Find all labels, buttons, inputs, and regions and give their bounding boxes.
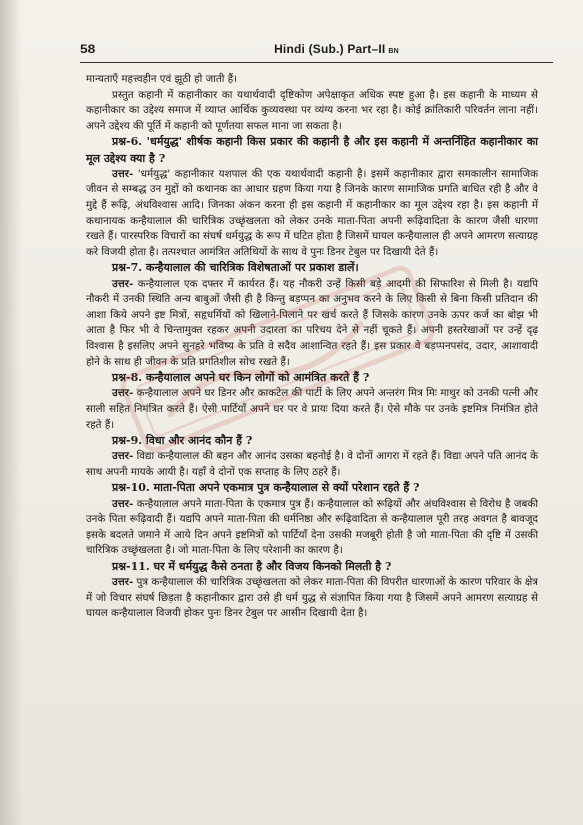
- scan-shadow: [0, 0, 22, 825]
- question-heading: प्रश्न-11. घर में धर्मयुद्ध कैसे ठनता है और विजय किनको मिलती है ?: [112, 560, 392, 574]
- answer-label: उत्तर-: [112, 497, 134, 510]
- answer-label: उत्तर-: [112, 450, 134, 463]
- page-header: [80, 42, 553, 63]
- answer-paragraph: [86, 167, 538, 261]
- running-title-text: Hindi (Sub.) Part–II: [274, 42, 386, 56]
- question-heading: प्रश्न-9. विधा और आनंद कौन हैं ?: [112, 434, 253, 448]
- answer-text: पुत्र कन्हैयालाल की चारित्रिक उच्छृंखलता को लेकर माता-पिता की विपरीत धारणाओं के कारण परिवार के क्षेत्र में जो विचार संघर्ष छिड़ता है कहानीकार द्वारा उसे ही धर्म युद्ध से संज्ञापित किया गया है जिसमें अपने आमरण सत्याग्रह से घायल कन्हैयालाल विजयी होकर पुनः डिनर टेबुल पर आसीन दिखायी देता है।: [86, 576, 538, 620]
- answer-paragraph: [86, 277, 538, 371]
- answer-paragraph: [86, 386, 538, 433]
- question-heading: प्रश्न-7. कन्हैयालाल की चारित्रिक विशेषताओं पर प्रकाश डालें।: [112, 261, 359, 275]
- answer-text: 'धर्मयुद्ध' कहानीकार यशपाल की एक यथार्थवादी कहानी है। इसमें कहानीकार द्वारा समकालीन सामाजिक जीवन से सम्बद्ध उन मुद्दों को कथानक का आधार ग्रहण किया गया है जिनके कारण सामाजिक प्रगति बाधित रही है और वे मुद्दे हैं रूढ़ि, अंधविश्वास आदि। जिनका अंकन करना ही इस कहानी में कहानीकार का मूल उद्देश्य रहा है। इस कहानी में कथानायक कन्हैयालाल की चारित्रिक उच्छृंखलता को लेकर उनके माता-पिता अपनी रूढ़िवादिता के कारण जैसी धारणा रखते हैं। पारस्परिक विचारों का संघर्ष धर्मयुद्ध के रूप में घटित होता है जिसमें घायल कन्हैयालाल ही अपने आमरण सत्याग्रह करे विजयी होता है। तत्पश्चात आमंत्रित अतिथियों के साथ वे पुनः डिनर टेबुल पर दिखायी देते हैं।: [86, 167, 538, 258]
- answer-text: कन्हैयालाल एक दफ्तर में कार्यरत हैं। यह नौकरी उन्हें किसी बड़े आदमी की सिफारिश से मिली है। यद्यपि नौकरी में उनकी स्थिति अन्य बाबुओं जैसी ही है किन्तु बड़प्पन का अनुभव करने के लिए किसी से बिना किसी प्रतिदान की आशा किये अपने इष्ट मित्रों, सहृधर्मियों को खिलाने-पिलाने पर खर्च करते हैं जिसके कारण उनके ऊपर कर्ज का बोझ भी आता है फिर भी वे चिन्तामुक्त रहकर अपनी उदारता का परिचय देने से नहीं चूकते हैं। अपनी हस्तरेखाओं पर उन्हें दृढ़ विश्वास है इसलिए अपने सुनहरे भविष्य के प्रति वे सदैव आशान्वित रहते हैं। इस प्रकार वे बड़प्पनपसंद, उदार, आशावादी होने के साथ ही जीवन के प्रति प्रगतिशील सोच रखते हैं।: [86, 277, 538, 368]
- running-title-tag: BN: [388, 48, 399, 55]
- answer-paragraph: [86, 497, 538, 559]
- body-paragraph: प्रस्तुत कहानी में कहानीकार का यथार्थवादी दृष्टिकोण अपेक्षाकृत अधिक स्पष्ट हुआ है। इस कहानी के माध्यम से कहानीकार का उद्देश्य समाज में व्याप्त आर्थिक कुव्यवस्था पर व्यंग्य करना भर रहा है। कोई क्रांतिकारी परिवर्तन लाना नहीं। अपने उद्देश्य की पूर्ति में कहानी को पूर्णतया सफल माना जा सकता है।: [86, 88, 538, 132]
- body-paragraph: मान्यताएँ महत्त्वहीन एवं झूठी हो जाती हैं।: [86, 73, 238, 85]
- answer-text: कन्हैयालाल अपने माता-पिता के एकमात्र पुत्र हैं। कन्हैयालाल को रूढ़ियों और अंधविश्वास से विरोध है जबकी उनके पिता रूढ़िवादी हैं। यद्यपि अपने माता-पिता की धर्मनिष्ठा और रूढ़िवादिता से कन्हैयालाल पूरी तरह अवगत है बावजूद इसके बदलते जमाने में आये दिन अपने इष्टमित्रों को पार्टियाँ देना उसकी मजबूरी होती है जो माता-पिता की दृष्टि में उसकी चारित्रिक उच्छृंखलता है। जो माता-पिता के लिए परेशानी का कारण है।: [86, 497, 538, 557]
- question-heading: प्रश्न-6. 'धर्मयुद्ध' शीर्षक कहानी किस प्रकार की कहानी है और इस कहानी में अन्तर्निहित कहानीकार का मूल उद्देश्य क्या है ?: [86, 135, 538, 165]
- answer-text: कन्हैयालाल अपने घर डिनर और काकटेल की पार्टी के लिए अपने अन्तरंग मित्र मिः माथुर को उनकी पत्नी और साली सहित निमंत्रित करते हैं। ऐसी पार्टियाँ अपने घर पर वे प्रायः दिया करते हैं। ऐसे मौके पर उनके इष्टमित्र निमंत्रित होते रहते हैं।: [86, 387, 538, 431]
- question-heading: प्रश्न-8. कन्हैयालाल अपने घर किन लोगों को आमंत्रित करते हैं ?: [112, 371, 370, 385]
- answer-paragraph: [86, 449, 538, 480]
- page-number: 58: [80, 42, 96, 56]
- running-title: [120, 42, 553, 56]
- question-heading: प्रश्न-10. माता-पिता अपने एकमात्र पुत्र कन्हैयालाल से क्यों परेशान रहते हैं ?: [112, 481, 420, 495]
- answer-text: विद्या कन्हैयालाल की बहन और आनंद उसका बहनोई है। वे दोनों आगरा में रहते हैं। विद्या अपने पति आनंद के साथ अपनी मायके आयी है। यहाँ वे दोनों एक सप्ताह के लिए ठहरे हैं।: [86, 450, 538, 478]
- answer-label: उत्तर-: [112, 387, 134, 400]
- answer-label: उत्तर-: [112, 167, 134, 180]
- answer-label: उत्तर-: [112, 576, 134, 589]
- answer-label: उत्तर-: [112, 277, 134, 290]
- page-body: [86, 72, 538, 622]
- answer-paragraph: [86, 575, 538, 622]
